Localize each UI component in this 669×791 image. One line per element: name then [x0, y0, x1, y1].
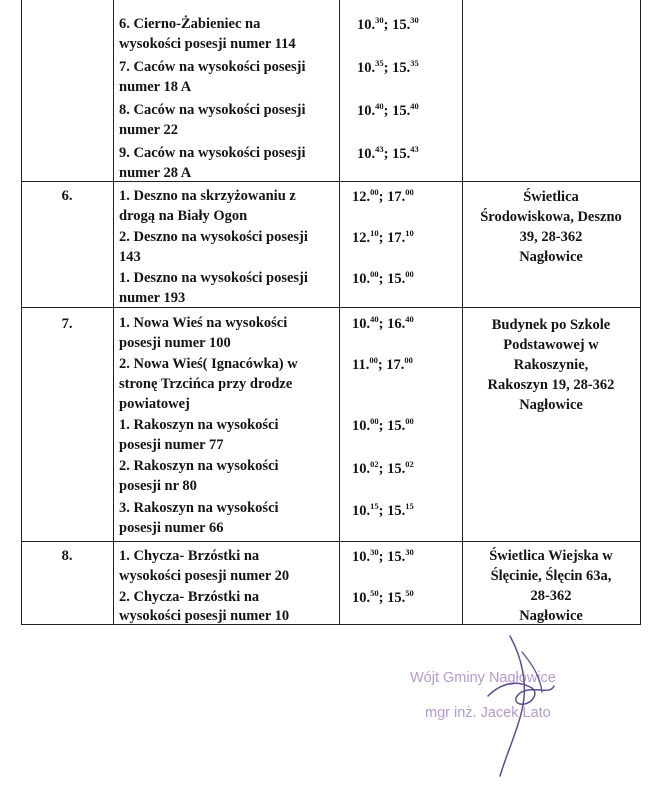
departure-times: 11.00; 17.00 [352, 355, 413, 373]
stop-line: 1. Nowa Wieś na wysokości [119, 315, 288, 331]
departure-times: 10.30; 15.30 [357, 15, 419, 33]
meeting-place [466, 546, 636, 626]
row-number: 7. [61, 316, 73, 332]
stop-line: numer 22 [119, 122, 178, 138]
stop-line: 1. Deszno na skrzyżowaniu z [119, 188, 296, 204]
stop-line: posesji nr 80 [119, 478, 197, 494]
place-line: 39, 28-362 [519, 229, 583, 245]
table-border-right [640, 0, 641, 625]
row-separator [21, 541, 641, 542]
handwritten-signature [482, 632, 562, 782]
departure-times: 10.15; 15.15 [352, 501, 414, 519]
stop-line: wysokości posesji numer 20 [119, 568, 290, 584]
stop-line: drogą na Biały Ogon [119, 208, 248, 224]
row-number: 6. [61, 188, 73, 204]
departure-times: 10.35; 15.35 [357, 58, 419, 76]
row-separator [21, 181, 641, 182]
stop-line: numer 18 A [119, 79, 192, 95]
place-line: Rakoszynie, [513, 357, 589, 373]
departure-times: 10.02; 15.02 [352, 459, 414, 477]
stop-line: posesji numer 77 [119, 437, 224, 453]
place-line: Ślęcinie, Ślęcin 63a, [490, 568, 612, 584]
stop-line: 6. Cierno-Żabieniec na [119, 16, 261, 32]
stop-line: 9. Caców na wysokości posesji [119, 145, 306, 161]
place-line: Nagłowice [519, 249, 583, 265]
stop-line: 1. Chycza- Brzóstki na [119, 548, 260, 564]
stop-line: powiatowej [119, 396, 190, 412]
stop-line: 2. Deszno na wysokości posesji [119, 229, 308, 245]
departure-times: 10.00; 15.00 [352, 269, 414, 287]
stamp-name: mgr inż. Jacek Lato [425, 705, 551, 721]
table-column-divider [462, 0, 463, 625]
stop-line: 1. Deszno na wysokości posesji [119, 270, 308, 286]
departure-times: 10.50; 15.50 [352, 588, 414, 606]
place-line: Nagłowice [519, 397, 583, 413]
stop-line: wysokości posesji numer 10 [119, 608, 290, 624]
meeting-place [466, 315, 636, 415]
place-line: Budynek po Szkole [491, 317, 611, 333]
signature-stroke [488, 683, 554, 704]
place-line: Środowiskowa, Deszno [480, 209, 622, 225]
departure-times: 12.10; 17.10 [352, 228, 414, 246]
place-line: Podstawowej w [503, 337, 599, 353]
stop-line: 7. Caców na wysokości posesji [119, 59, 306, 75]
table-column-divider [113, 0, 114, 625]
stop-line: 2. Rakoszyn na wysokości [119, 458, 279, 474]
stop-line: numer 193 [119, 290, 186, 306]
departure-times: 10.00; 15.00 [352, 416, 414, 434]
stop-line: posesji numer 100 [119, 335, 231, 351]
stamp-title: Wójt Gminy Nagłowice [410, 670, 556, 686]
table-column-divider [339, 0, 340, 625]
row-number: 8. [61, 548, 73, 564]
stop-line: 8. Caców na wysokości posesji [119, 102, 306, 118]
row-separator [21, 307, 641, 308]
place-line: Rakoszyn 19, 28-362 [487, 377, 615, 393]
place-line: Nagłowice [519, 608, 583, 624]
signature-stroke [500, 636, 524, 776]
stop-line: 143 [119, 249, 141, 265]
departure-times: 10.43; 15.43 [357, 144, 419, 162]
table-border-left [21, 0, 22, 625]
stop-line: numer 28 A [119, 165, 192, 181]
stop-line: posesji numer 66 [119, 520, 224, 536]
stop-line: 2. Nowa Wieś( Ignacówka) w [119, 356, 298, 372]
place-line: Świetlica Wiejska w [489, 548, 613, 564]
departure-times: 12.00; 17.00 [352, 187, 414, 205]
place-line: 28-362 [530, 588, 572, 604]
departure-times: 10.40; 16.40 [352, 314, 414, 332]
stop-line: 2. Chycza- Brzóstki na [119, 589, 260, 605]
stop-line: wysokości posesji numer 114 [119, 36, 296, 52]
stop-line: 1. Rakoszyn na wysokości [119, 417, 279, 433]
departure-times: 10.30; 15.30 [352, 547, 414, 565]
stop-line: stronę Trzcińca przy drodze [119, 376, 293, 392]
departure-times: 10.40; 15.40 [357, 101, 419, 119]
place-line: Świetlica [523, 189, 579, 205]
stop-line: 3. Rakoszyn na wysokości [119, 500, 279, 516]
meeting-place [466, 187, 636, 267]
